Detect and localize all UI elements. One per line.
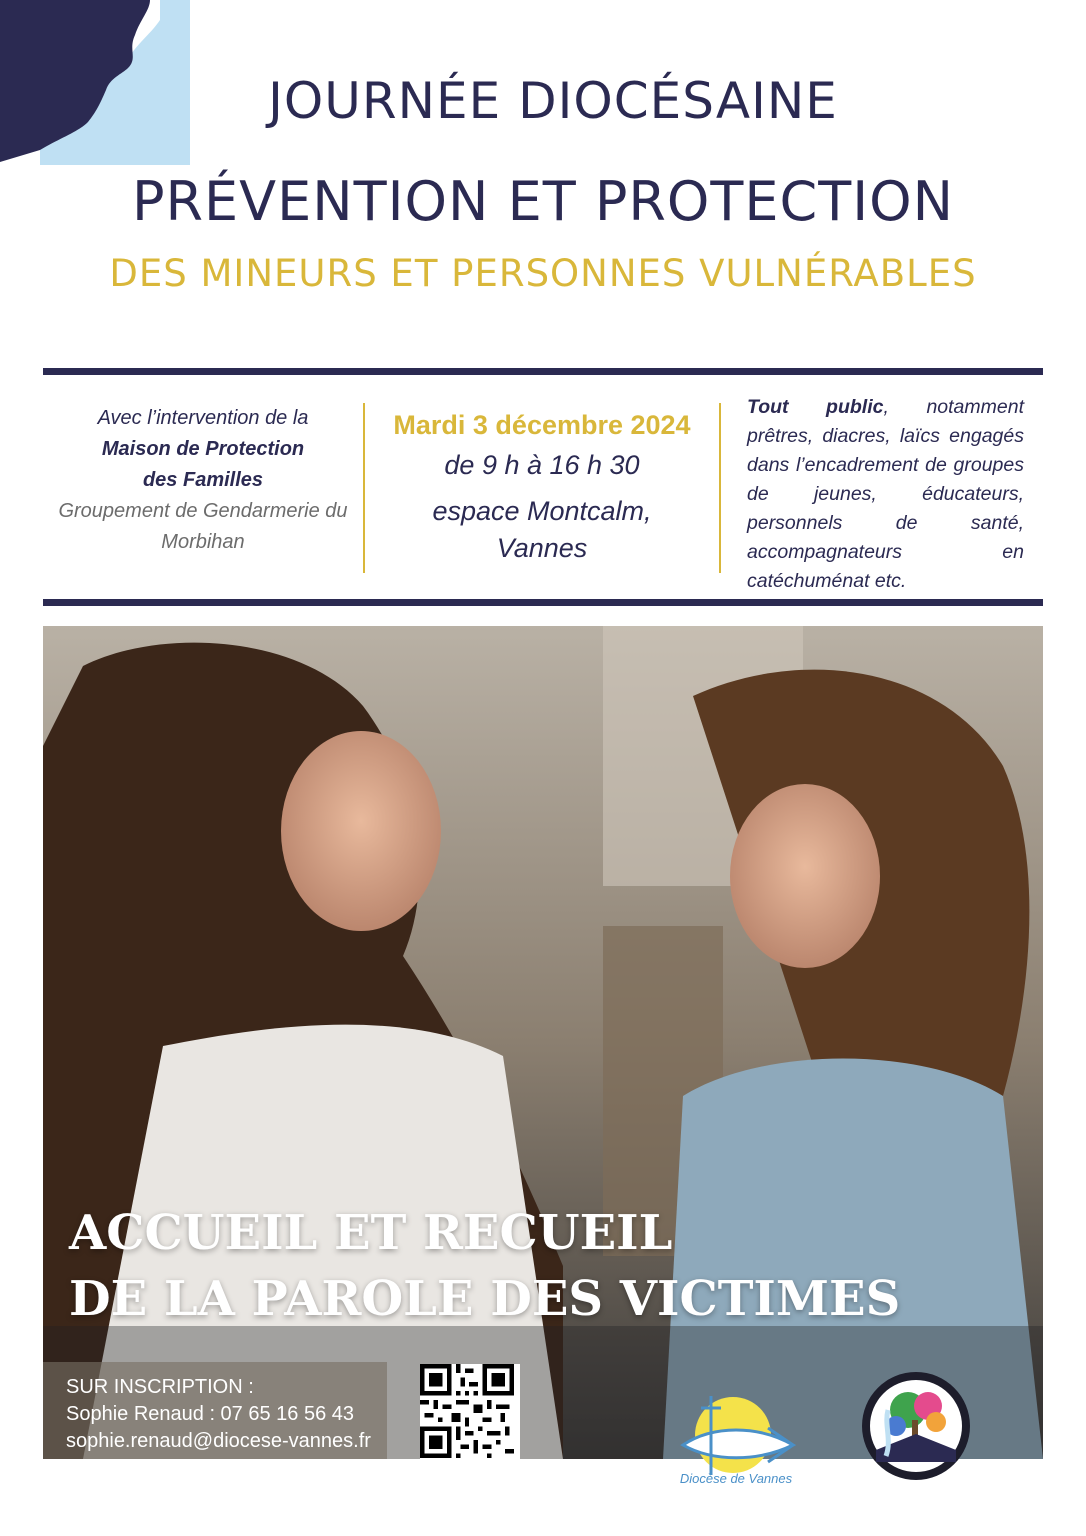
event-photo: [43, 626, 1043, 1459]
subtitle: DES MINEURS ET PERSONNES VULNÉRABLES: [109, 252, 977, 295]
top-divider: [43, 368, 1043, 375]
event-info-band: [43, 393, 1043, 592]
photo-headline-line-1: ACCUEIL ET RECUEIL: [69, 1205, 673, 1261]
column-divider: [719, 403, 721, 573]
photo-headline-line-2: DE LA PAROLE DES VICTIMES: [69, 1271, 901, 1327]
photo-headline: [69, 1200, 900, 1332]
event-place-line-2: Vannes: [496, 533, 588, 563]
diocese-logo-label: Diocèse de Vannes: [679, 1471, 793, 1486]
event-hours: de 9 h à 16 h 30: [444, 450, 640, 480]
event-place-line-1: espace Montcalm,: [432, 496, 652, 526]
registration-qr-code[interactable]: [420, 1364, 520, 1459]
mother-daughter-photo: [43, 626, 1043, 1459]
speaker-org-line-2: des Familles: [142, 469, 264, 491]
speaker-org-line-1: Maison de Protection: [101, 438, 305, 460]
maison-protection-familles-logo: [846, 1370, 986, 1482]
speaker-column: [43, 403, 363, 558]
contact-name-phone[interactable]: Sophie Renaud : 07 65 16 56 43: [66, 1403, 355, 1425]
speaker-intro: Avec l’intervention de la: [97, 407, 309, 429]
audience-bold: Tout public: [747, 396, 884, 418]
date-column: [365, 405, 719, 567]
contact-email[interactable]: sophie.renaud@diocese-vannes.fr: [66, 1430, 371, 1452]
title-line-2: PRÉVENTION ET PROTECTION: [131, 170, 955, 233]
title-line-1: JOURNÉE DIOCÉSAINE: [268, 72, 838, 130]
audience-column: [747, 393, 1024, 596]
event-date: Mardi 3 décembre 2024: [393, 410, 691, 440]
audience-text: , notamment prêtres, diacres, laïcs engagés dans l’encadrement de groupes de jeunes, éducateurs, personnels de santé, accompagnateurs en catéchuménat etc.: [747, 396, 1025, 592]
event-place: [365, 493, 719, 567]
contact-info: [66, 1374, 371, 1455]
contact-label: SUR INSCRIPTION :: [66, 1376, 254, 1398]
speaker-unit: Groupement de Gendarmerie du Morbihan: [58, 500, 348, 553]
bottom-divider: [43, 599, 1043, 606]
